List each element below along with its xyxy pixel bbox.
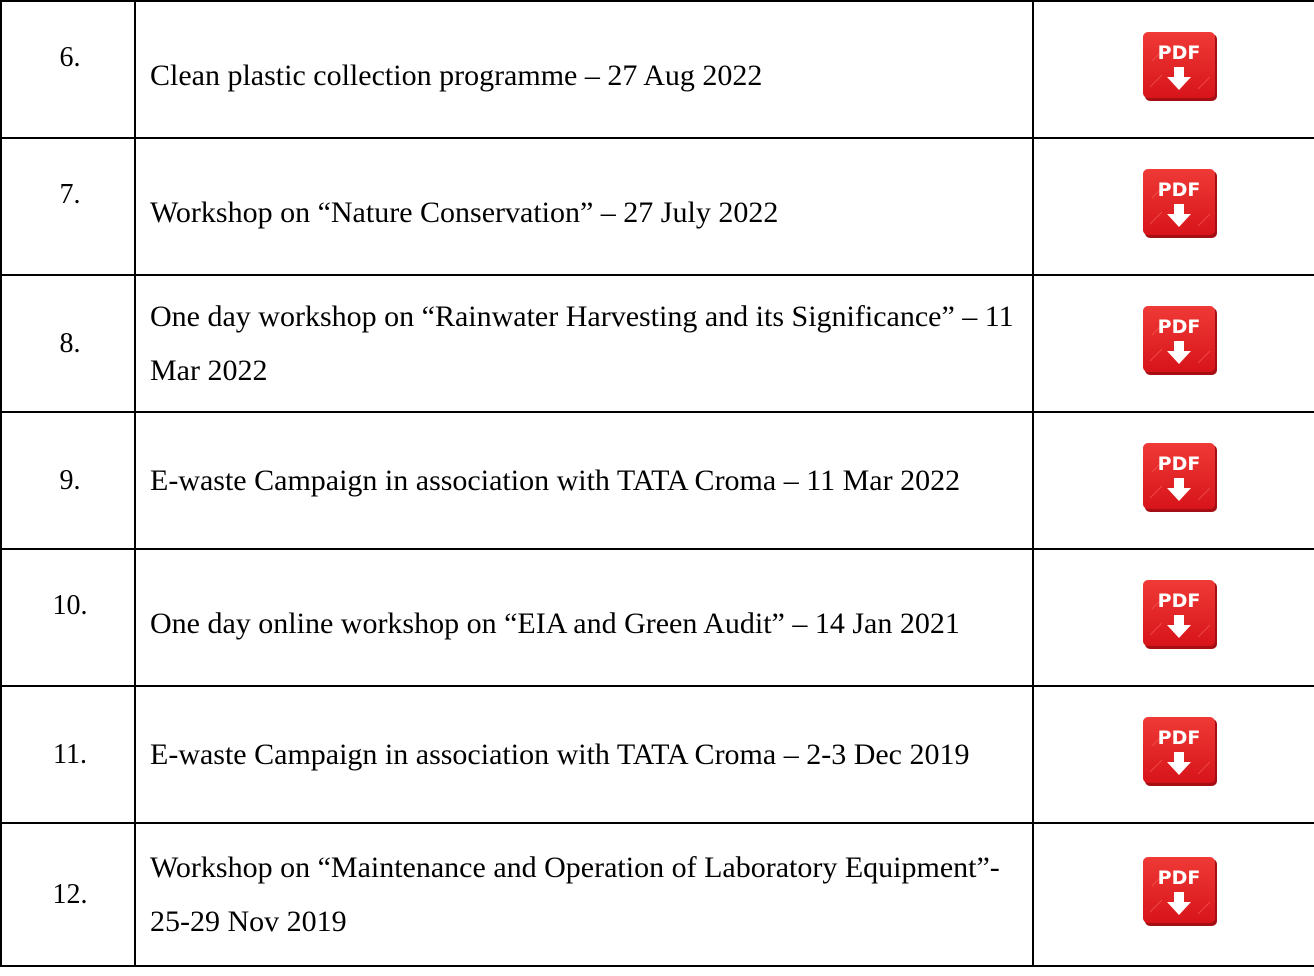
- svg-text:PDF: PDF: [1157, 453, 1201, 475]
- event-title: E-waste Campaign in association with TATA Croma – 11 Mar 2022: [135, 412, 1033, 549]
- pdf-cell: [1033, 412, 1314, 549]
- pdf-download-icon: [1142, 442, 1220, 514]
- row-number: 12.: [1, 823, 135, 966]
- pdf-cell: [1033, 138, 1314, 275]
- event-title: E-waste Campaign in association with TATA Croma – 2-3 Dec 2019: [135, 686, 1033, 823]
- pdf-download-icon: [1142, 579, 1220, 651]
- event-title: Workshop on “Nature Conservation” – 27 July 2022: [135, 138, 1033, 275]
- pdf-download-button[interactable]: [1142, 168, 1220, 240]
- event-title: One day online workshop on “EIA and Green Audit” – 14 Jan 2021: [135, 549, 1033, 686]
- pdf-download-icon: [1142, 305, 1220, 377]
- pdf-download-button[interactable]: [1142, 305, 1220, 377]
- row-number: 6.: [1, 1, 135, 138]
- row-number: 8.: [1, 275, 135, 412]
- table-row: [1, 549, 1314, 686]
- event-title: Workshop on “Maintenance and Operation of Laboratory Equipment”- 25-29 Nov 2019: [135, 823, 1033, 966]
- table-row: [1, 1, 1314, 138]
- svg-text:PDF: PDF: [1157, 727, 1201, 749]
- svg-text:PDF: PDF: [1157, 42, 1201, 64]
- event-title: One day workshop on “Rainwater Harvesting and its Significance” – 11 Mar 2022: [135, 275, 1033, 412]
- pdf-cell: [1033, 686, 1314, 823]
- pdf-download-button[interactable]: [1142, 716, 1220, 788]
- pdf-download-button[interactable]: [1142, 856, 1220, 928]
- svg-text:PDF: PDF: [1157, 316, 1201, 338]
- pdf-download-icon: [1142, 716, 1220, 788]
- pdf-download-button[interactable]: [1142, 442, 1220, 514]
- table-row: [1, 275, 1314, 412]
- table-row: [1, 138, 1314, 275]
- table-row: [1, 823, 1314, 966]
- pdf-cell: [1033, 823, 1314, 966]
- table-row: [1, 686, 1314, 823]
- event-title: Clean plastic collection programme – 27 Aug 2022: [135, 1, 1033, 138]
- svg-text:PDF: PDF: [1157, 867, 1201, 889]
- pdf-cell: [1033, 1, 1314, 138]
- pdf-cell: [1033, 275, 1314, 412]
- svg-text:PDF: PDF: [1157, 179, 1201, 201]
- pdf-download-icon: [1142, 31, 1220, 103]
- row-number: 11.: [1, 686, 135, 823]
- pdf-download-button[interactable]: [1142, 31, 1220, 103]
- row-number: 9.: [1, 412, 135, 549]
- row-number: 7.: [1, 138, 135, 275]
- pdf-download-icon: [1142, 856, 1220, 928]
- table-row: [1, 412, 1314, 549]
- svg-text:PDF: PDF: [1157, 590, 1201, 612]
- row-number: 10.: [1, 549, 135, 686]
- pdf-cell: [1033, 549, 1314, 686]
- pdf-download-icon: [1142, 168, 1220, 240]
- pdf-download-button[interactable]: [1142, 579, 1220, 651]
